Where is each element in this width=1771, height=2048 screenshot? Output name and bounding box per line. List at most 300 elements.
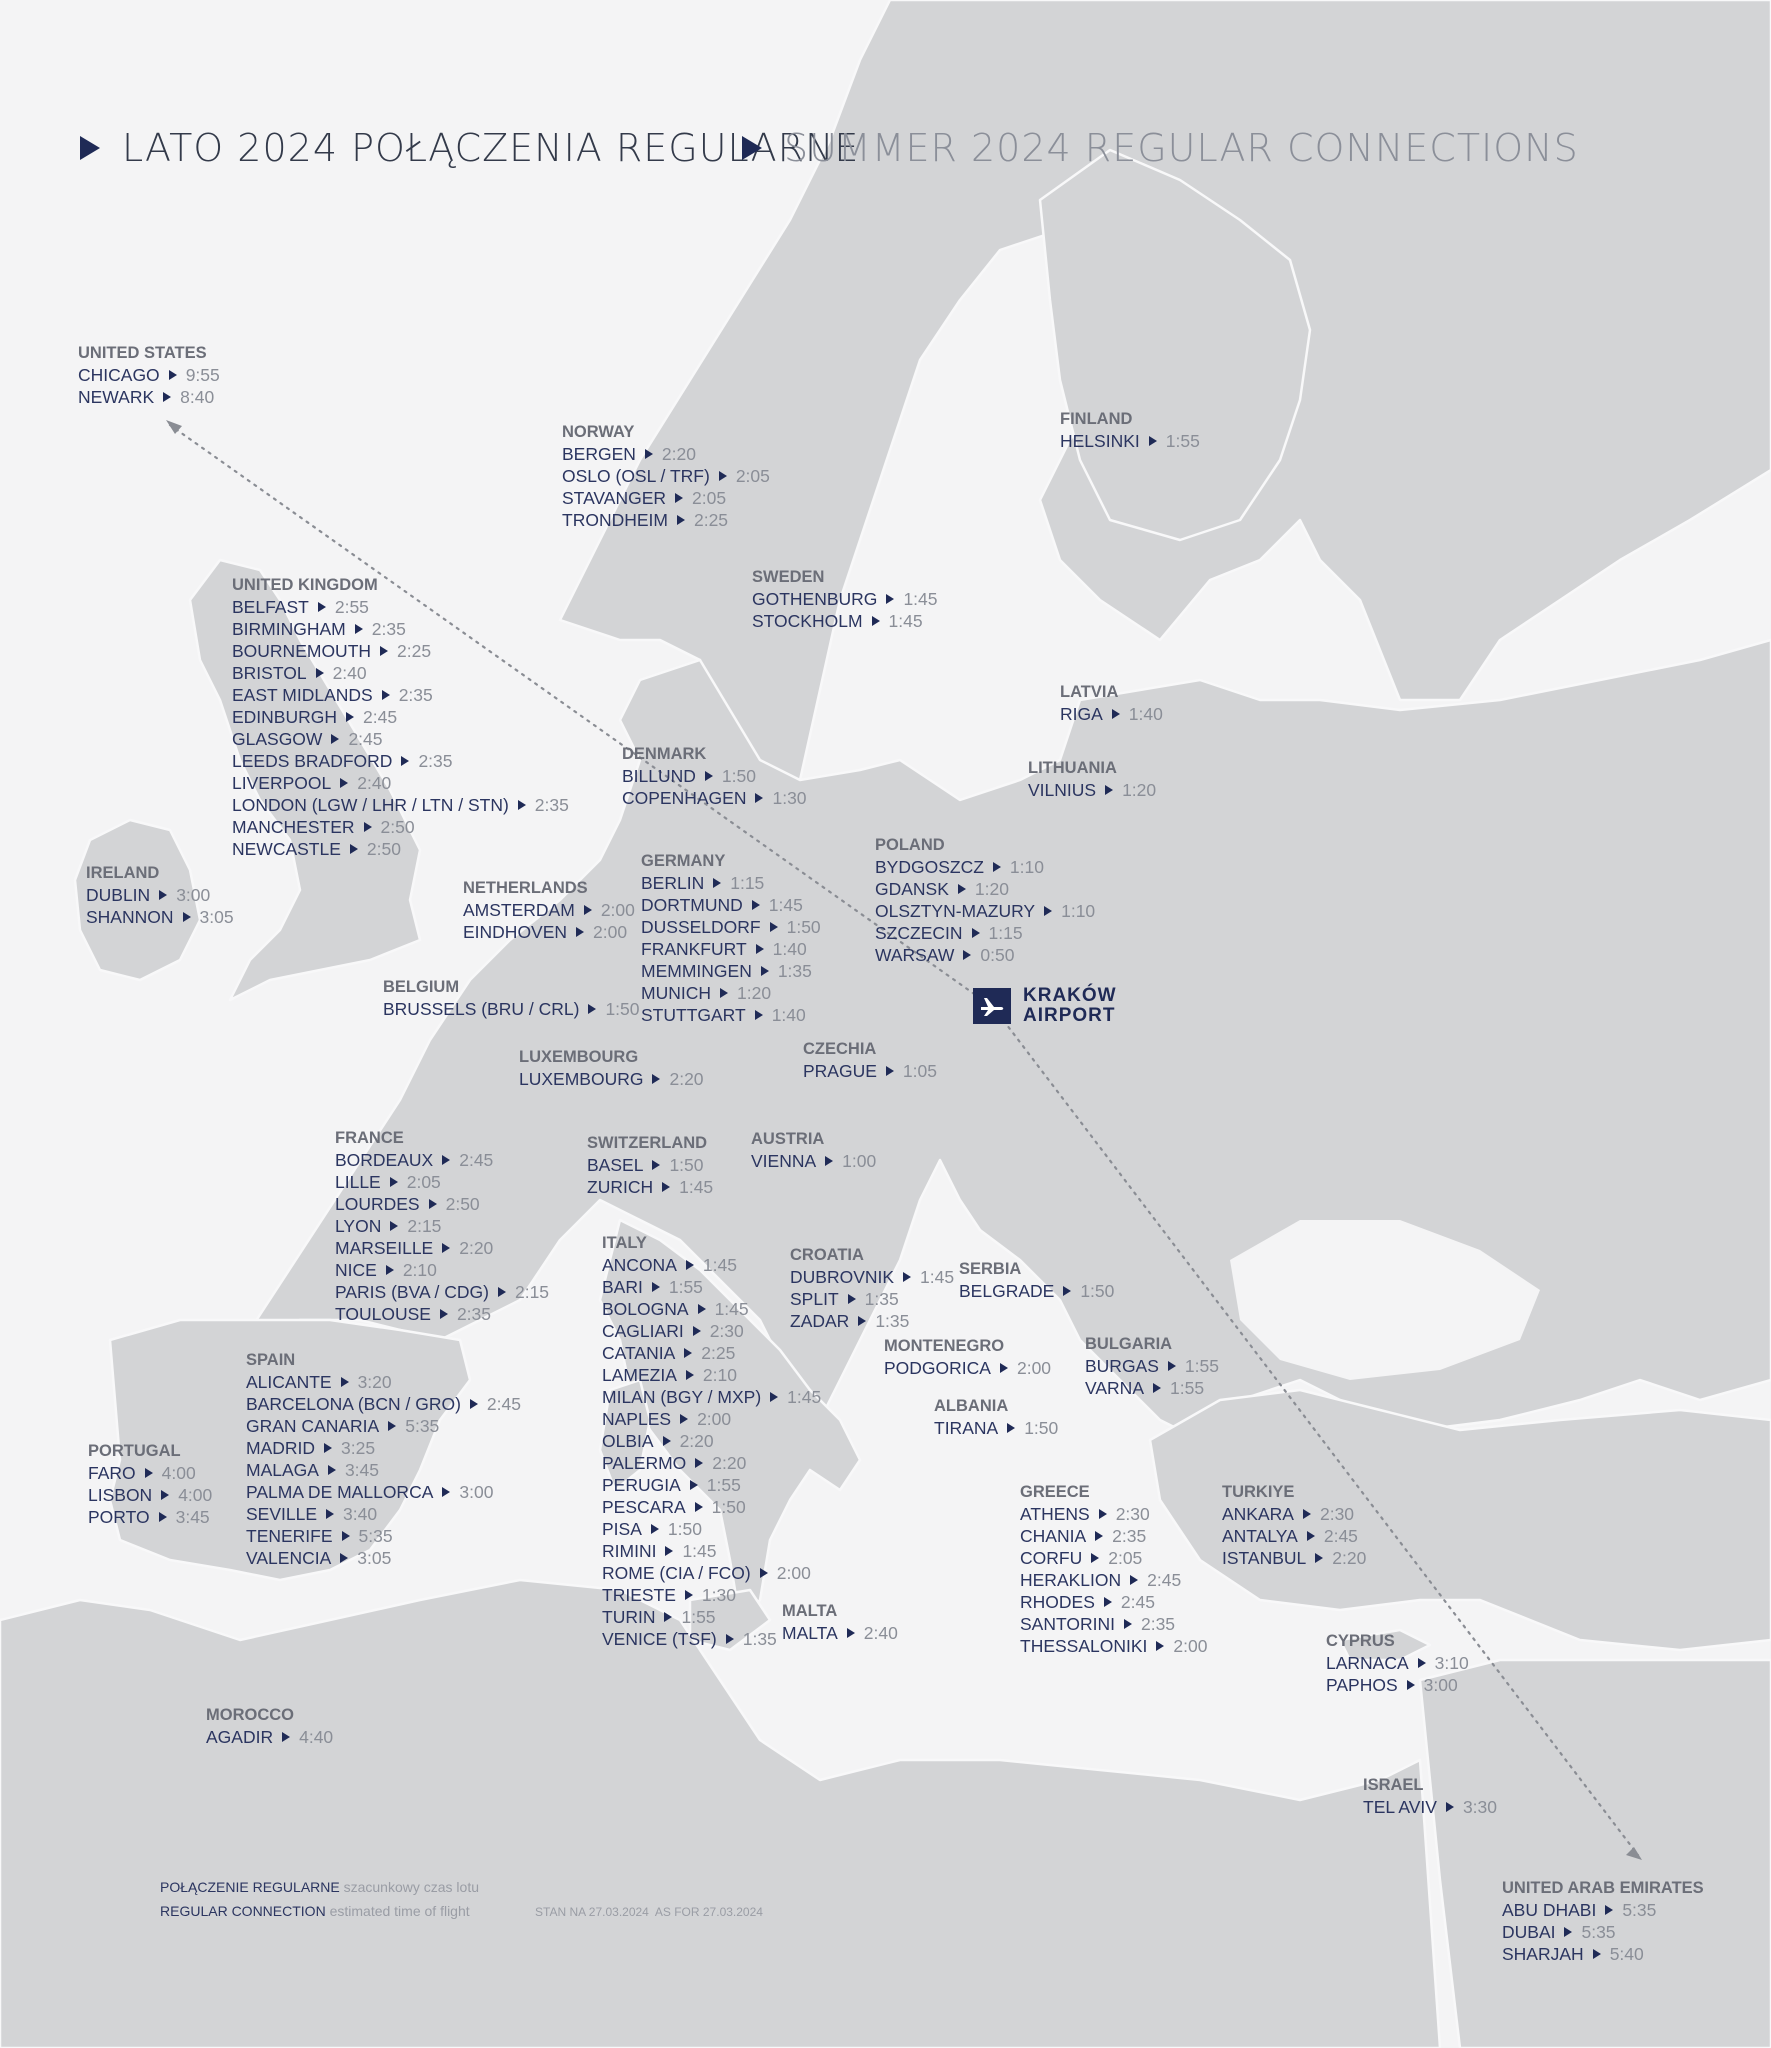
flight-time: 1:50	[605, 999, 640, 1019]
city-name: PERUGIA	[602, 1475, 681, 1495]
flight-time: 2:05	[1108, 1548, 1143, 1568]
destination-row	[232, 750, 569, 772]
country-name: SERBIA	[959, 1260, 1022, 1278]
flight-time: 5:35	[1581, 1922, 1616, 1942]
arrow-icon	[159, 890, 167, 900]
arrow-icon	[770, 1392, 778, 1402]
destination-row	[246, 1415, 521, 1437]
arrow-icon	[318, 602, 326, 612]
destination-row	[641, 916, 821, 938]
city-name: THESSALONIKI	[1020, 1636, 1148, 1656]
destination-row	[335, 1215, 549, 1237]
destination-row	[602, 1342, 821, 1364]
airplane-icon	[973, 988, 1011, 1024]
destination-group	[335, 1127, 549, 1325]
destination-row	[335, 1149, 549, 1171]
flight-time: 2:00	[776, 1563, 811, 1583]
city-name: GDANSK	[875, 879, 949, 899]
flight-time: 2:45	[1120, 1592, 1155, 1612]
city-name: LYON	[335, 1216, 382, 1236]
country-name: LATVIA	[1060, 683, 1119, 701]
arrow-icon	[770, 922, 778, 932]
city-name: EINDHOVEN	[463, 922, 568, 942]
country-name: PORTUGAL	[88, 1442, 181, 1460]
arrow-icon	[340, 1553, 348, 1563]
city-name: NEWARK	[78, 387, 155, 407]
country-name: FINLAND	[1060, 410, 1133, 428]
destination-group	[232, 574, 569, 860]
arrow-icon	[690, 1480, 698, 1490]
arrow-icon	[680, 1414, 688, 1424]
arrow-icon	[1095, 1531, 1103, 1541]
country-name: DENMARK	[622, 745, 707, 763]
flight-time: 2:20	[679, 1431, 714, 1451]
arrow-icon	[755, 793, 763, 803]
destination-row	[519, 1068, 704, 1090]
flight-time: 2:00	[697, 1409, 732, 1429]
city-name: SEVILLE	[246, 1504, 318, 1524]
arrow-icon	[169, 370, 177, 380]
country-name: MOROCCO	[206, 1706, 294, 1724]
arrow-icon	[972, 928, 980, 938]
arrow-icon	[1104, 1597, 1112, 1607]
flight-time: 1:45	[714, 1299, 749, 1319]
flight-time: 1:00	[842, 1151, 877, 1171]
city-name: PARIS (BVA / CDG)	[335, 1282, 489, 1302]
flight-time: 2:20	[712, 1453, 747, 1473]
destination-row	[232, 684, 569, 706]
flight-time: 2:50	[380, 817, 415, 837]
arrow-icon	[1168, 1361, 1176, 1371]
city-name: AGADIR	[206, 1727, 274, 1747]
destination-row	[1020, 1635, 1207, 1657]
destination-row	[463, 899, 635, 921]
city-name: TIRANA	[934, 1418, 999, 1438]
arrow-icon	[442, 1243, 450, 1253]
arrow-icon	[1099, 1509, 1107, 1519]
title-english: SUMMER 2024 REGULAR CONNECTIONS	[742, 126, 1579, 170]
city-name: VENICE (TSF)	[602, 1629, 717, 1649]
destination-row	[641, 960, 821, 982]
arrow-icon	[695, 1502, 703, 1512]
destination-row	[335, 1171, 549, 1193]
city-name: HERAKLION	[1020, 1570, 1122, 1590]
destination-group	[1060, 681, 1163, 725]
arrow-icon	[686, 1260, 694, 1270]
destination-row	[803, 1060, 937, 1082]
city-name: DUBAI	[1502, 1922, 1556, 1942]
city-name: LISBON	[88, 1485, 153, 1505]
flight-time: 1:45	[682, 1541, 717, 1561]
destination-row	[1085, 1355, 1219, 1377]
arrow-icon	[726, 1634, 734, 1644]
arrow-icon	[340, 778, 348, 788]
destination-row	[622, 787, 807, 809]
flight-time: 1:15	[730, 873, 765, 893]
arrow-icon	[470, 1399, 478, 1409]
city-name: CATANIA	[602, 1343, 676, 1363]
flight-time: 3:05	[199, 907, 234, 927]
flight-time: 1:35	[875, 1311, 910, 1331]
arrow-icon	[346, 712, 354, 722]
arrow-icon	[963, 950, 971, 960]
arrow-icon	[720, 988, 728, 998]
flight-time: 2:10	[402, 1260, 437, 1280]
flight-time: 1:30	[701, 1585, 736, 1605]
destination-row	[232, 728, 569, 750]
destination-row	[335, 1281, 549, 1303]
destination-row	[602, 1540, 821, 1562]
city-name: ROME (CIA / FCO)	[602, 1563, 751, 1583]
flight-time: 1:55	[668, 1277, 703, 1297]
city-name: TOULOUSE	[335, 1304, 431, 1324]
flight-time: 2:05	[692, 488, 727, 508]
country-name: LITHUANIA	[1028, 759, 1117, 777]
destination-row	[246, 1547, 521, 1569]
destination-row	[641, 872, 821, 894]
city-name: MADRID	[246, 1438, 316, 1458]
arrow-icon	[1593, 1949, 1601, 1959]
legend	[160, 1875, 479, 1923]
status-date: STAN NA 27.03.2024 AS FOR 27.03.2024	[535, 1905, 763, 1919]
legend-row: POŁĄCZENIE REGULARNE szacunkowy czas lotu	[160, 1879, 480, 1895]
destination-row	[782, 1622, 898, 1644]
arrow-icon	[1564, 1927, 1572, 1937]
flight-time: 1:35	[864, 1289, 899, 1309]
city-name: PISA	[602, 1519, 642, 1539]
flight-time: 2:35	[398, 685, 433, 705]
title-arrow-icon	[80, 136, 100, 160]
arrow-icon	[324, 1443, 332, 1453]
arrow-icon	[848, 1294, 856, 1304]
flight-time: 2:20	[669, 1069, 704, 1089]
city-name: LAMEZIA	[602, 1365, 677, 1385]
arrow-icon	[145, 1468, 153, 1478]
flight-time: 1:55	[1170, 1378, 1205, 1398]
city-name: LILLE	[335, 1172, 381, 1192]
city-name: STOCKHOLM	[752, 611, 863, 631]
city-name: DUSSELDORF	[641, 917, 761, 937]
destination-row	[875, 944, 1095, 966]
destination-row	[641, 938, 821, 960]
flight-time: 2:15	[407, 1216, 442, 1236]
flight-time: 1:50	[786, 917, 821, 937]
country-name: BELGIUM	[383, 978, 460, 996]
arrow-icon	[390, 1221, 398, 1231]
destination-group	[790, 1244, 954, 1332]
destination-group	[1326, 1630, 1469, 1696]
city-name: MUNICH	[641, 983, 711, 1003]
destination-row	[1020, 1591, 1207, 1613]
city-name: CORFU	[1020, 1548, 1083, 1568]
legend-row: REGULAR CONNECTION estimated time of flight	[160, 1903, 470, 1919]
destination-row	[752, 588, 938, 610]
destination-row	[562, 443, 770, 465]
city-name: WARSAW	[875, 945, 955, 965]
destination-row	[246, 1503, 521, 1525]
city-name: LARNACA	[1326, 1653, 1409, 1673]
city-name: PODGORICA	[884, 1358, 991, 1378]
destination-row	[206, 1726, 333, 1748]
destination-group	[1363, 1774, 1497, 1818]
destination-row	[1028, 779, 1156, 801]
arrow-icon	[282, 1732, 290, 1742]
destination-row	[232, 838, 569, 860]
destination-group	[875, 834, 1095, 966]
destination-row	[602, 1408, 821, 1430]
city-name: PESCARA	[602, 1497, 686, 1517]
destination-row	[641, 982, 821, 1004]
destination-row	[934, 1417, 1058, 1439]
flight-time: 1:50	[1024, 1418, 1059, 1438]
city-name: ABU DHABI	[1502, 1900, 1597, 1920]
city-name: CAGLIARI	[602, 1321, 684, 1341]
city-name: MANCHESTER	[232, 817, 355, 837]
arrow-icon	[651, 1524, 659, 1534]
city-name: NEWCASTLE	[232, 839, 341, 859]
city-name: AMSTERDAM	[463, 900, 575, 920]
city-name: BYDGOSZCZ	[875, 857, 984, 877]
destination-group	[751, 1128, 876, 1172]
city-name: MILAN (BGY / MXP)	[602, 1387, 762, 1407]
destination-row	[1060, 703, 1163, 725]
destination-group	[562, 421, 770, 531]
country-name: POLAND	[875, 836, 945, 854]
country-name: LUXEMBOURG	[519, 1048, 639, 1066]
city-name: CHANIA	[1020, 1526, 1087, 1546]
destination-row	[622, 765, 807, 787]
flight-time: 1:45	[920, 1267, 955, 1287]
destination-group	[1020, 1481, 1207, 1657]
flight-time: 1:20	[737, 983, 772, 1003]
destination-row	[587, 1176, 713, 1198]
city-name: ALICANTE	[246, 1372, 332, 1392]
arrow-icon	[380, 646, 388, 656]
arrow-icon	[328, 1465, 336, 1475]
country-name: AUSTRIA	[751, 1130, 825, 1148]
country-name: FRANCE	[335, 1129, 404, 1147]
destination-group	[752, 566, 938, 632]
arrow-icon	[698, 1304, 706, 1314]
flight-time: 3:00	[176, 885, 211, 905]
arrow-icon	[752, 900, 760, 910]
city-name: GRAN CANARIA	[246, 1416, 380, 1436]
city-name: OLBIA	[602, 1431, 654, 1451]
city-name: BURGAS	[1085, 1356, 1159, 1376]
arrow-icon	[388, 1421, 396, 1431]
city-name: TEL AVIV	[1363, 1797, 1437, 1817]
city-name: RIMINI	[602, 1541, 657, 1561]
arrow-icon	[1007, 1423, 1015, 1433]
city-name: BELFAST	[232, 597, 309, 617]
destination-row	[232, 662, 569, 684]
arrow-icon	[825, 1156, 833, 1166]
country-name: BULGARIA	[1085, 1335, 1173, 1353]
destination-group	[622, 743, 807, 809]
destination-row	[959, 1280, 1114, 1302]
destination-group	[86, 862, 234, 928]
flight-time: 2:25	[693, 510, 729, 530]
flight-time: 1:55	[681, 1607, 716, 1627]
arrow-icon	[1156, 1641, 1164, 1651]
destination-group	[519, 1046, 704, 1090]
flight-time: 2:20	[459, 1238, 494, 1258]
flight-time: 2:45	[486, 1394, 521, 1414]
country-name: IRELAND	[86, 864, 160, 882]
destination-row	[602, 1430, 821, 1452]
flight-time: 1:10	[1061, 901, 1096, 921]
title-arrow-icon	[742, 136, 762, 160]
arrow-icon	[684, 1348, 692, 1358]
city-name: LOURDES	[335, 1194, 420, 1214]
destination-row	[1326, 1674, 1469, 1696]
destination-row	[1020, 1569, 1207, 1591]
destination-row	[602, 1276, 821, 1298]
flight-time: 1:45	[903, 589, 938, 609]
destination-group	[587, 1132, 713, 1198]
country-name: CROATIA	[790, 1246, 864, 1264]
destination-row	[875, 900, 1095, 922]
city-name: LUXEMBOURG	[519, 1069, 644, 1089]
destination-row	[602, 1254, 821, 1276]
destination-row	[88, 1484, 212, 1506]
city-name: TRONDHEIM	[562, 510, 668, 530]
country-name: ISRAEL	[1363, 1776, 1424, 1794]
flight-time: 3:45	[175, 1507, 210, 1527]
city-name: SHANNON	[86, 907, 174, 927]
arrow-icon	[756, 944, 764, 954]
destination-group	[246, 1349, 521, 1569]
arrow-icon	[719, 471, 727, 481]
arrow-icon	[326, 1509, 334, 1519]
flight-time: 2:40	[357, 773, 392, 793]
destination-group	[782, 1600, 898, 1644]
arrow-icon	[159, 1512, 167, 1522]
flight-time: 9:55	[185, 365, 220, 385]
country-name: MALTA	[782, 1602, 838, 1620]
flight-time: 2:00	[1173, 1636, 1208, 1656]
flight-time: 1:50	[721, 766, 756, 786]
flight-time: 0:50	[980, 945, 1015, 965]
country-name: NORWAY	[562, 423, 635, 441]
city-name: LEEDS BRADFORD	[232, 751, 393, 771]
flight-time: 2:35	[456, 1304, 492, 1324]
destination-row	[383, 998, 640, 1020]
arrow-icon	[713, 878, 721, 888]
country-name: SWEDEN	[752, 568, 825, 586]
destination-group	[1085, 1333, 1219, 1399]
destination-row	[232, 706, 569, 728]
arrow-icon	[440, 1309, 448, 1319]
city-name: TRIESTE	[602, 1585, 676, 1605]
destination-group	[959, 1258, 1114, 1302]
destination-row	[884, 1357, 1051, 1379]
destination-row	[602, 1320, 821, 1342]
destination-row	[246, 1525, 521, 1547]
arrow-icon	[858, 1316, 866, 1326]
flight-time: 1:45	[768, 895, 803, 915]
city-name: OSLO (OSL / TRF)	[562, 466, 710, 486]
destination-row	[875, 878, 1095, 900]
city-name: ISTANBUL	[1222, 1548, 1307, 1568]
arrow-icon	[675, 493, 683, 503]
city-name: SZCZECIN	[875, 923, 963, 943]
city-name: BERLIN	[641, 873, 705, 893]
flight-time: 1:55	[706, 1475, 741, 1495]
flight-time: 3:00	[459, 1482, 494, 1502]
destination-row	[602, 1298, 821, 1320]
arrow-icon	[760, 1568, 768, 1578]
country-name: GERMANY	[641, 852, 726, 870]
arrow-icon	[331, 734, 339, 744]
city-name: FARO	[88, 1463, 136, 1483]
destination-group	[463, 877, 635, 943]
city-name: DORTMUND	[641, 895, 743, 915]
arrow-icon	[498, 1287, 506, 1297]
middle-east-landmass	[1420, 1660, 1771, 2048]
arrow-icon	[686, 1370, 694, 1380]
destination-group	[602, 1232, 821, 1650]
flight-time: 2:10	[702, 1365, 737, 1385]
arrow-icon	[652, 1160, 660, 1170]
flight-time: 3:40	[343, 1504, 378, 1524]
city-name: MARSEILLE	[335, 1238, 434, 1258]
flight-time: 1:45	[702, 1255, 737, 1275]
flight-time: 2:45	[1147, 1570, 1182, 1590]
arrow-icon	[665, 1546, 673, 1556]
destination-row	[86, 906, 234, 928]
arrow-icon	[1307, 1531, 1315, 1541]
destination-row	[232, 794, 569, 816]
city-name: HELSINKI	[1060, 431, 1140, 451]
city-name: VIENNA	[751, 1151, 817, 1171]
arrow-icon	[1130, 1575, 1138, 1585]
city-name: ZADAR	[790, 1311, 850, 1331]
city-name: BIRMINGHAM	[232, 619, 346, 639]
arrow-icon	[1446, 1802, 1454, 1812]
flight-time: 1:50	[667, 1519, 702, 1539]
city-name: STUTTGART	[641, 1005, 746, 1025]
arrow-icon	[584, 905, 592, 915]
destination-row	[1060, 430, 1200, 452]
flight-time: 1:45	[787, 1387, 822, 1407]
city-name: RHODES	[1020, 1592, 1095, 1612]
flight-time: 1:20	[974, 879, 1009, 899]
krakow-airport-marker	[973, 986, 1133, 1026]
flight-time: 2:25	[397, 641, 432, 661]
destination-row	[875, 922, 1095, 944]
flight-time: 1:40	[771, 1005, 806, 1025]
flight-time: 1:10	[1009, 857, 1044, 877]
flight-time: 3:00	[1423, 1675, 1458, 1695]
destination-row	[86, 884, 234, 906]
flight-time: 2:35	[534, 795, 569, 815]
destination-group	[1502, 1877, 1704, 1965]
destination-row	[1502, 1921, 1704, 1943]
city-name: STAVANGER	[562, 488, 667, 508]
destination-row	[246, 1371, 521, 1393]
arrow-icon	[401, 756, 409, 766]
city-name: BOURNEMOUTH	[232, 641, 372, 661]
city-name: LONDON (LGW / LHR / LTN / STN)	[232, 795, 509, 815]
arrow-icon	[886, 594, 894, 604]
destination-row	[641, 894, 821, 916]
city-name: ANKARA	[1222, 1504, 1294, 1524]
country-name: GREECE	[1020, 1483, 1090, 1501]
arrow-icon	[341, 1377, 349, 1387]
arrow-icon	[755, 1010, 763, 1020]
city-name: VILNIUS	[1028, 780, 1097, 800]
